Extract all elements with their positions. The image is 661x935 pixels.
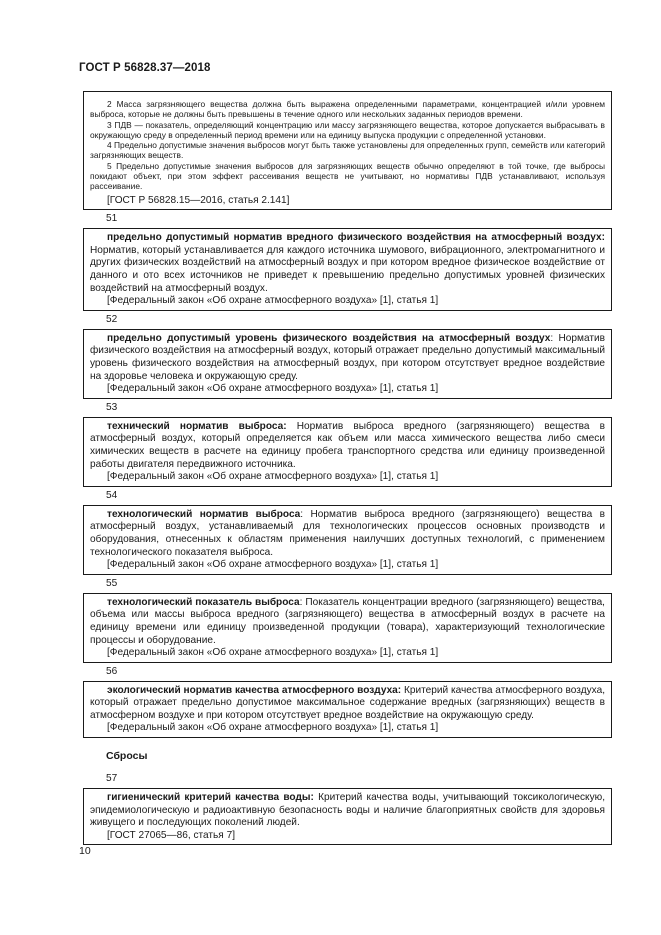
term-text: : Показатель концентрации вредного (загрязняющего) вещества, объема или массы выброса вредного (загрязняющего) вещества в атмосферный воздух в расчете на единицу времени или единицу произведенной продукции (товара), характеризующий технологические процессы и оборудование.: [90, 596, 605, 646]
source-reference: [Федеральный закон «Об охране атмосферного воздуха» [1], статья 1]: [107, 383, 439, 395]
term-name: предельно допустимый уровень физического воздействия на атмосферный воздух: [107, 332, 551, 344]
term-name: предельно допустимый норматив вредного физического воздействия на атмосферный воздух:: [107, 232, 605, 244]
term-definition: [90, 509, 605, 559]
term-text: Норматив, который устанавливается для каждого источника шумового, вибрационного, электромагнитного и других физических воздействий на атмосферный воздух и при котором вредное физическое воздействие от данного и ото всех источников не приведет к превышению предельно допустимых уровней физических воздействий на атмосферный воздух.: [90, 244, 605, 294]
entry-number: 52: [106, 313, 118, 325]
entry-number: 51: [106, 213, 118, 225]
term-text: Норматив выброса вредного (загрязняющего) вещества в атмосферный воздух, который определяется как объем или масса химического вещества либо смеси химических веществ в расчете на единицу пробега транспортного средства или единицу произведенной работы двигателя передвижного источника.: [90, 420, 605, 470]
entry-number: 55: [106, 577, 118, 589]
term-definition: [90, 792, 605, 830]
term-name: технологический показатель выброса: [107, 596, 300, 608]
term-text: Критерий качества воды, учитывающий токсикологическую, эпидемиологическую и радиоактивную безопасность воды и наличие благоприятных свойств для здоровья живущего и последующих поколений людей.: [90, 792, 606, 829]
term-name: технический норматив выброса:: [107, 420, 287, 432]
source-reference: [Федеральный закон «Об охране атмосферного воздуха» [1], статья 1]: [107, 722, 439, 734]
term-entry-box: [83, 681, 612, 738]
term-definition: [90, 421, 605, 471]
source-reference: [Федеральный закон «Об охране атмосферного воздуха» [1], статья 1]: [107, 295, 439, 307]
term-definition: [90, 597, 605, 647]
document-content: [83, 91, 612, 845]
term-entry-box: [83, 788, 612, 845]
source-reference: [Федеральный закон «Об охране атмосферного воздуха» [1], статья 1]: [107, 647, 439, 659]
note-paragraph: 5 Предельно допустимые значения выбросов для загрязняющих веществ обычно определяют в той точке, где выбросы покидают объект, при этом эффект рассеивания веществ не учитывают, но нормативы ПДВ устанавливают, используя рассеивание.: [90, 160, 605, 192]
notes-box: [83, 91, 612, 210]
note-paragraph: 3 ПДВ — показатель, определяющий концентрацию или массу загрязняющего вещества, которое допускается выбрасывать в окружающую среду в определенный период времени или на единицу выпуска продукции с определенной установки.: [90, 119, 605, 140]
term-name: гигиенический критерий качества воды:: [107, 792, 314, 804]
section-heading: Сбросы: [106, 750, 148, 763]
document-header: ГОСТ Р 56828.37—2018: [79, 62, 211, 74]
note-paragraph: 4 Предельно допустимые значения выбросов могут быть также установлены для определенных групп, семейств или категорий загрязняющих веществ.: [90, 140, 605, 161]
term-definition: [90, 333, 605, 383]
entry-number: 53: [106, 401, 118, 413]
source-reference: [ГОСТ Р 56828.15—2016, статья 2.141]: [107, 194, 290, 206]
term-entry-box: [83, 417, 612, 487]
term-entry-box: [83, 329, 612, 399]
page-number: 10: [79, 845, 91, 857]
entry-number: 56: [106, 665, 118, 677]
entry-number: 57: [106, 773, 118, 785]
term-text: : Норматив физического воздействия на атмосферный воздух, который отражает предельно допустимый максимальный уровень физического воздействия на атмосферный воздух, при котором отсутствует вредное воздействие на здоровье человека и окружающую среду.: [90, 332, 605, 382]
term-entry-box: [83, 593, 612, 663]
term-entry-box: [83, 228, 612, 311]
term-text: Критерий качества атмосферного воздуха, который отражает предельно допустимое максимальное содержание вредных (загрязняющих) веществ в атмосферном воздухе и при котором отсутствует вредное воздействие на окружающую среду.: [90, 684, 606, 721]
term-definition: [90, 685, 605, 723]
source-reference: [ГОСТ 27065—86, статья 7]: [107, 829, 235, 841]
source-reference: [Федеральный закон «Об охране атмосферного воздуха» [1], статья 1]: [107, 471, 439, 483]
term-name: технологический норматив выброса: [107, 508, 301, 520]
note-paragraph: 2 Масса загрязняющего вещества должна быть выражена определенными параметрами, концентрацией и/или уровнем выброса, которые не должны быть превышены в течение одного или нескольких заданных периодов времени.: [90, 99, 605, 120]
entry-number: 54: [106, 489, 118, 501]
term-name: экологический норматив качества атмосферного воздуха:: [107, 684, 402, 696]
term-entry-box: [83, 505, 612, 575]
source-reference: [Федеральный закон «Об охране атмосферного воздуха» [1], статья 1]: [107, 559, 439, 571]
term-text: : Норматив выброса вредного (загрязняющего) вещества в атмосферный воздух, устанавливаемый для технологических процессов основных производств и оборудования, отнесенных к областям применения наилучших доступных технологий, с применением технологического показателя выброса.: [90, 508, 605, 558]
term-definition: [90, 232, 605, 295]
